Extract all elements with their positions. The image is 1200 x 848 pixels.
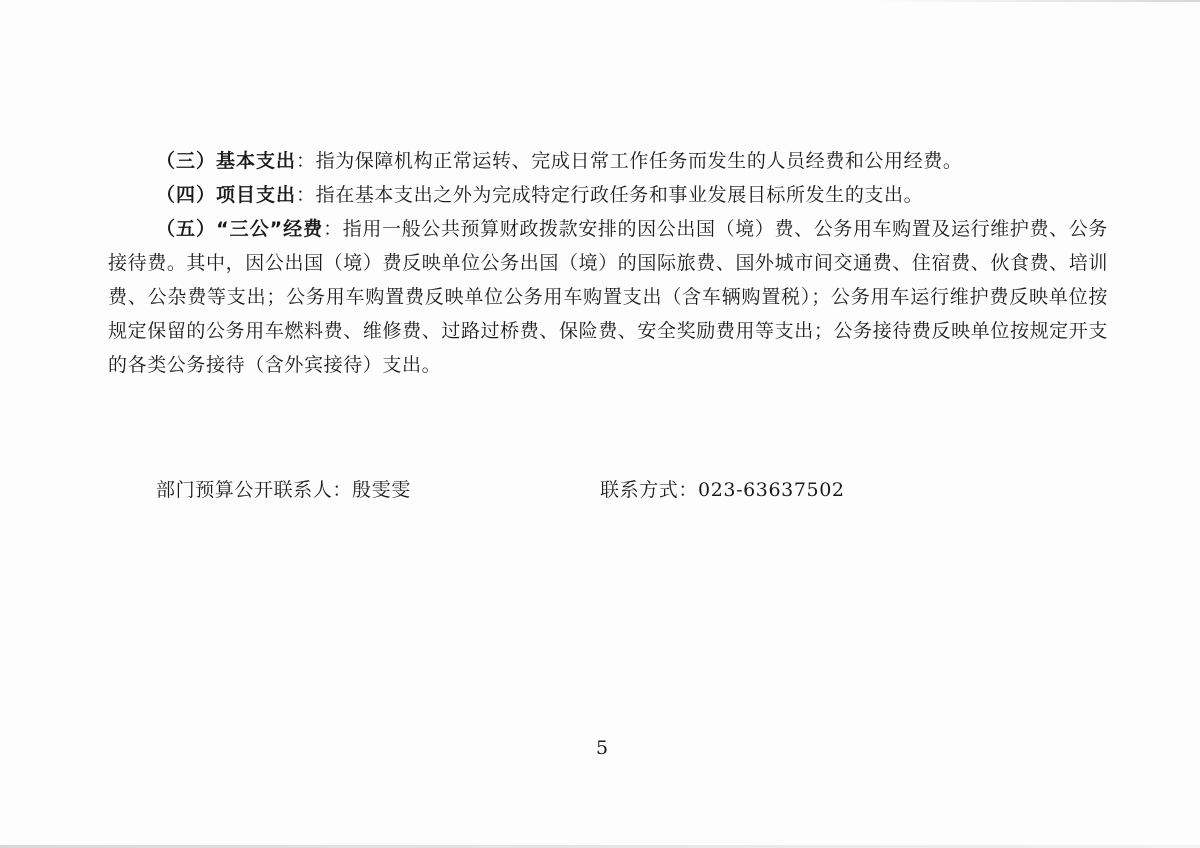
definition-three-public-expenses bbox=[108, 212, 1108, 382]
definition-separator: ： bbox=[296, 150, 316, 172]
definition-term: （三）基本支出 bbox=[156, 150, 297, 172]
contact-person bbox=[156, 473, 411, 507]
definition-project-expenditure bbox=[108, 178, 1108, 212]
contact-info bbox=[156, 473, 956, 507]
contact-phone bbox=[600, 473, 845, 507]
contact-phone-number: 023-63637502 bbox=[698, 479, 845, 501]
definition-separator: ： bbox=[296, 184, 316, 206]
definition-separator: ： bbox=[323, 218, 343, 240]
page-number: 5 bbox=[595, 737, 609, 759]
definition-term: （五）“三公”经费 bbox=[156, 218, 324, 240]
definition-text: 指用一般公共预算财政拨款安排的因公出国（境）费、公务用车购置及运行维护费、公务接待费。其中，因公出国（境）费反映单位公务出国（境）的国际旅费、国外城市间交通费、住宿费、伙食费、培训费、公杂费等支出；公务用车购置费反映单位公务用车购置支出（含车辆购置税）；公务用车运行维护费反映单位按规定保留的公务用车燃料费、维修费、过路过桥费、保险费、安全奖励费用等支出；公务接待费反映单位按规定开支的各类公务接待（含外宾接待）支出。 bbox=[108, 218, 1108, 376]
definition-text: 指为保障机构正常运转、完成日常工作任务而发生的人员经费和公用经费。 bbox=[315, 150, 963, 172]
definition-term: （四）项目支出 bbox=[156, 184, 297, 206]
definition-text: 指在基本支出之外为完成特定行政任务和事业发展目标所发生的支出。 bbox=[315, 184, 924, 206]
contact-phone-label: 联系方式： bbox=[600, 479, 699, 501]
definitions-section bbox=[108, 144, 1108, 382]
contact-person-name: 殷雯雯 bbox=[352, 479, 411, 501]
contact-person-label: 部门预算公开联系人： bbox=[156, 479, 353, 501]
definition-basic-expenditure bbox=[108, 144, 1108, 178]
scan-edge-top bbox=[870, 0, 1200, 2]
